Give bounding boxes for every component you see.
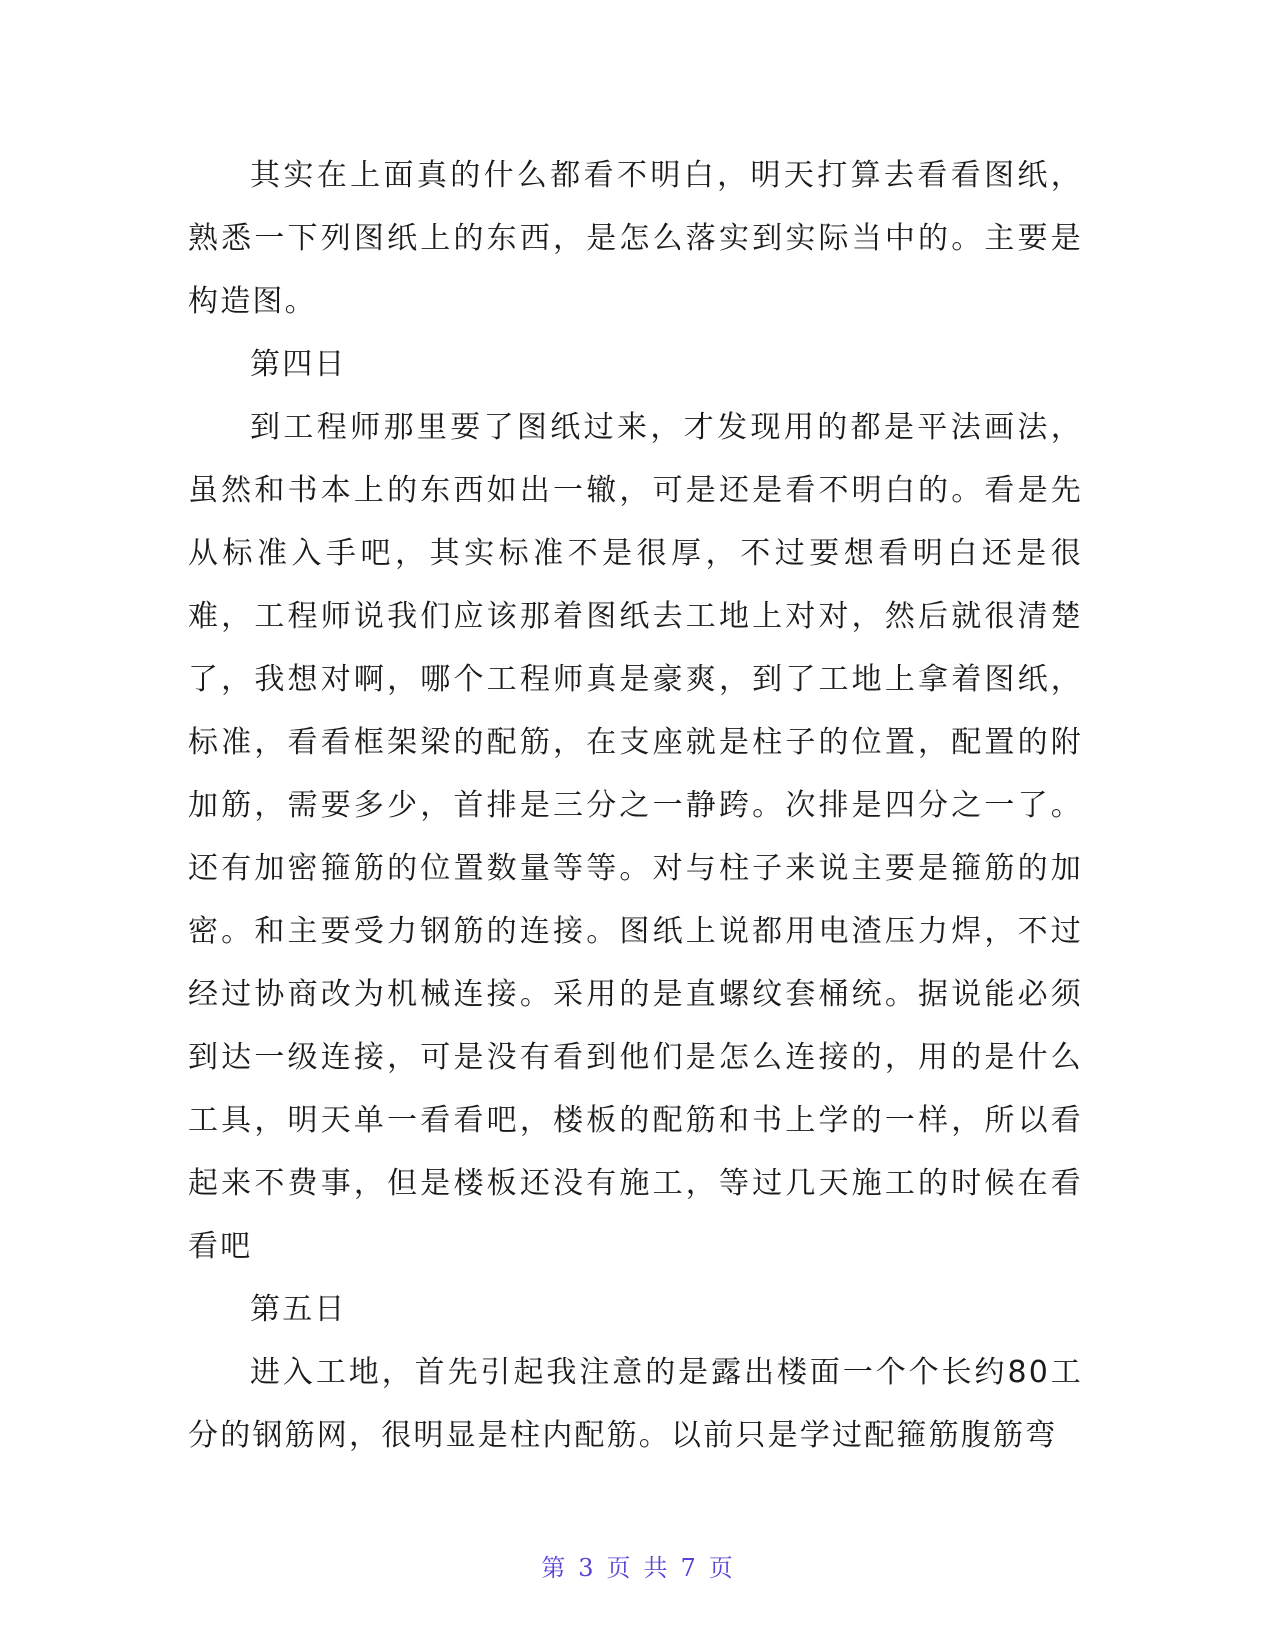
- section-heading-day-four: 第四日: [250, 347, 347, 382]
- paragraph-day-four: 到工程师那里要了图纸过来，才发现用的都是平法画法，虽然和书本上的东西如出一辙，可是还是看不明白的。看是先从标准入手吧，其实标准不是很厚，不过要想看明白还是很难，工程师说我们应该那着图纸去工地上对对，然后就很清楚了，我想对啊，哪个工程师真是豪爽，到了工地上拿着图纸，标准，看看框架梁的配筋，在支座就是柱子的位置，配置的附加筋，需要多少，首排是三分之一静跨。次排是四分之一了。还有加密箍筋的位置数量等等。对与柱子来说主要是箍筋的加密。和主要受力钢筋的连接。图纸上说都用电渣压力焊，不过经过协商改为机械连接。采用的是直螺纹套桶统。据说能必须到达一级连接，可是没有看到他们是怎么连接的，用的是什么工具，明天单一看看吧，楼板的配筋和书上学的一样，所以看起来不费事，但是楼板还没有施工，等过几天施工的时候在看看吧: [188, 410, 1083, 1264]
- page-footer: [0, 1548, 1275, 1583]
- section-heading-day-five: 第五日: [250, 1292, 347, 1327]
- footer-page-prefix: 第: [541, 1554, 567, 1582]
- footer-total-pages: 7: [680, 1554, 697, 1582]
- footer-total-prefix: 共: [643, 1554, 669, 1582]
- footer-page-number: 3: [578, 1554, 595, 1582]
- footer-page-mid: 页: [606, 1554, 632, 1582]
- footer-total-suffix: 页: [708, 1554, 734, 1582]
- paragraph-day-five: 进入工地，首先引起我注意的是露出楼面一个个长约80工分的钢筋网，很明显是柱内配筋。以前只是学过配箍筋腹筋弯: [188, 1355, 1083, 1453]
- paragraph-intro: 其实在上面真的什么都看不明白，明天打算去看看图纸，熟悉一下列图纸上的东西，是怎么落实到实际当中的。主要是构造图。: [188, 158, 1083, 319]
- document-body: [188, 144, 1083, 1467]
